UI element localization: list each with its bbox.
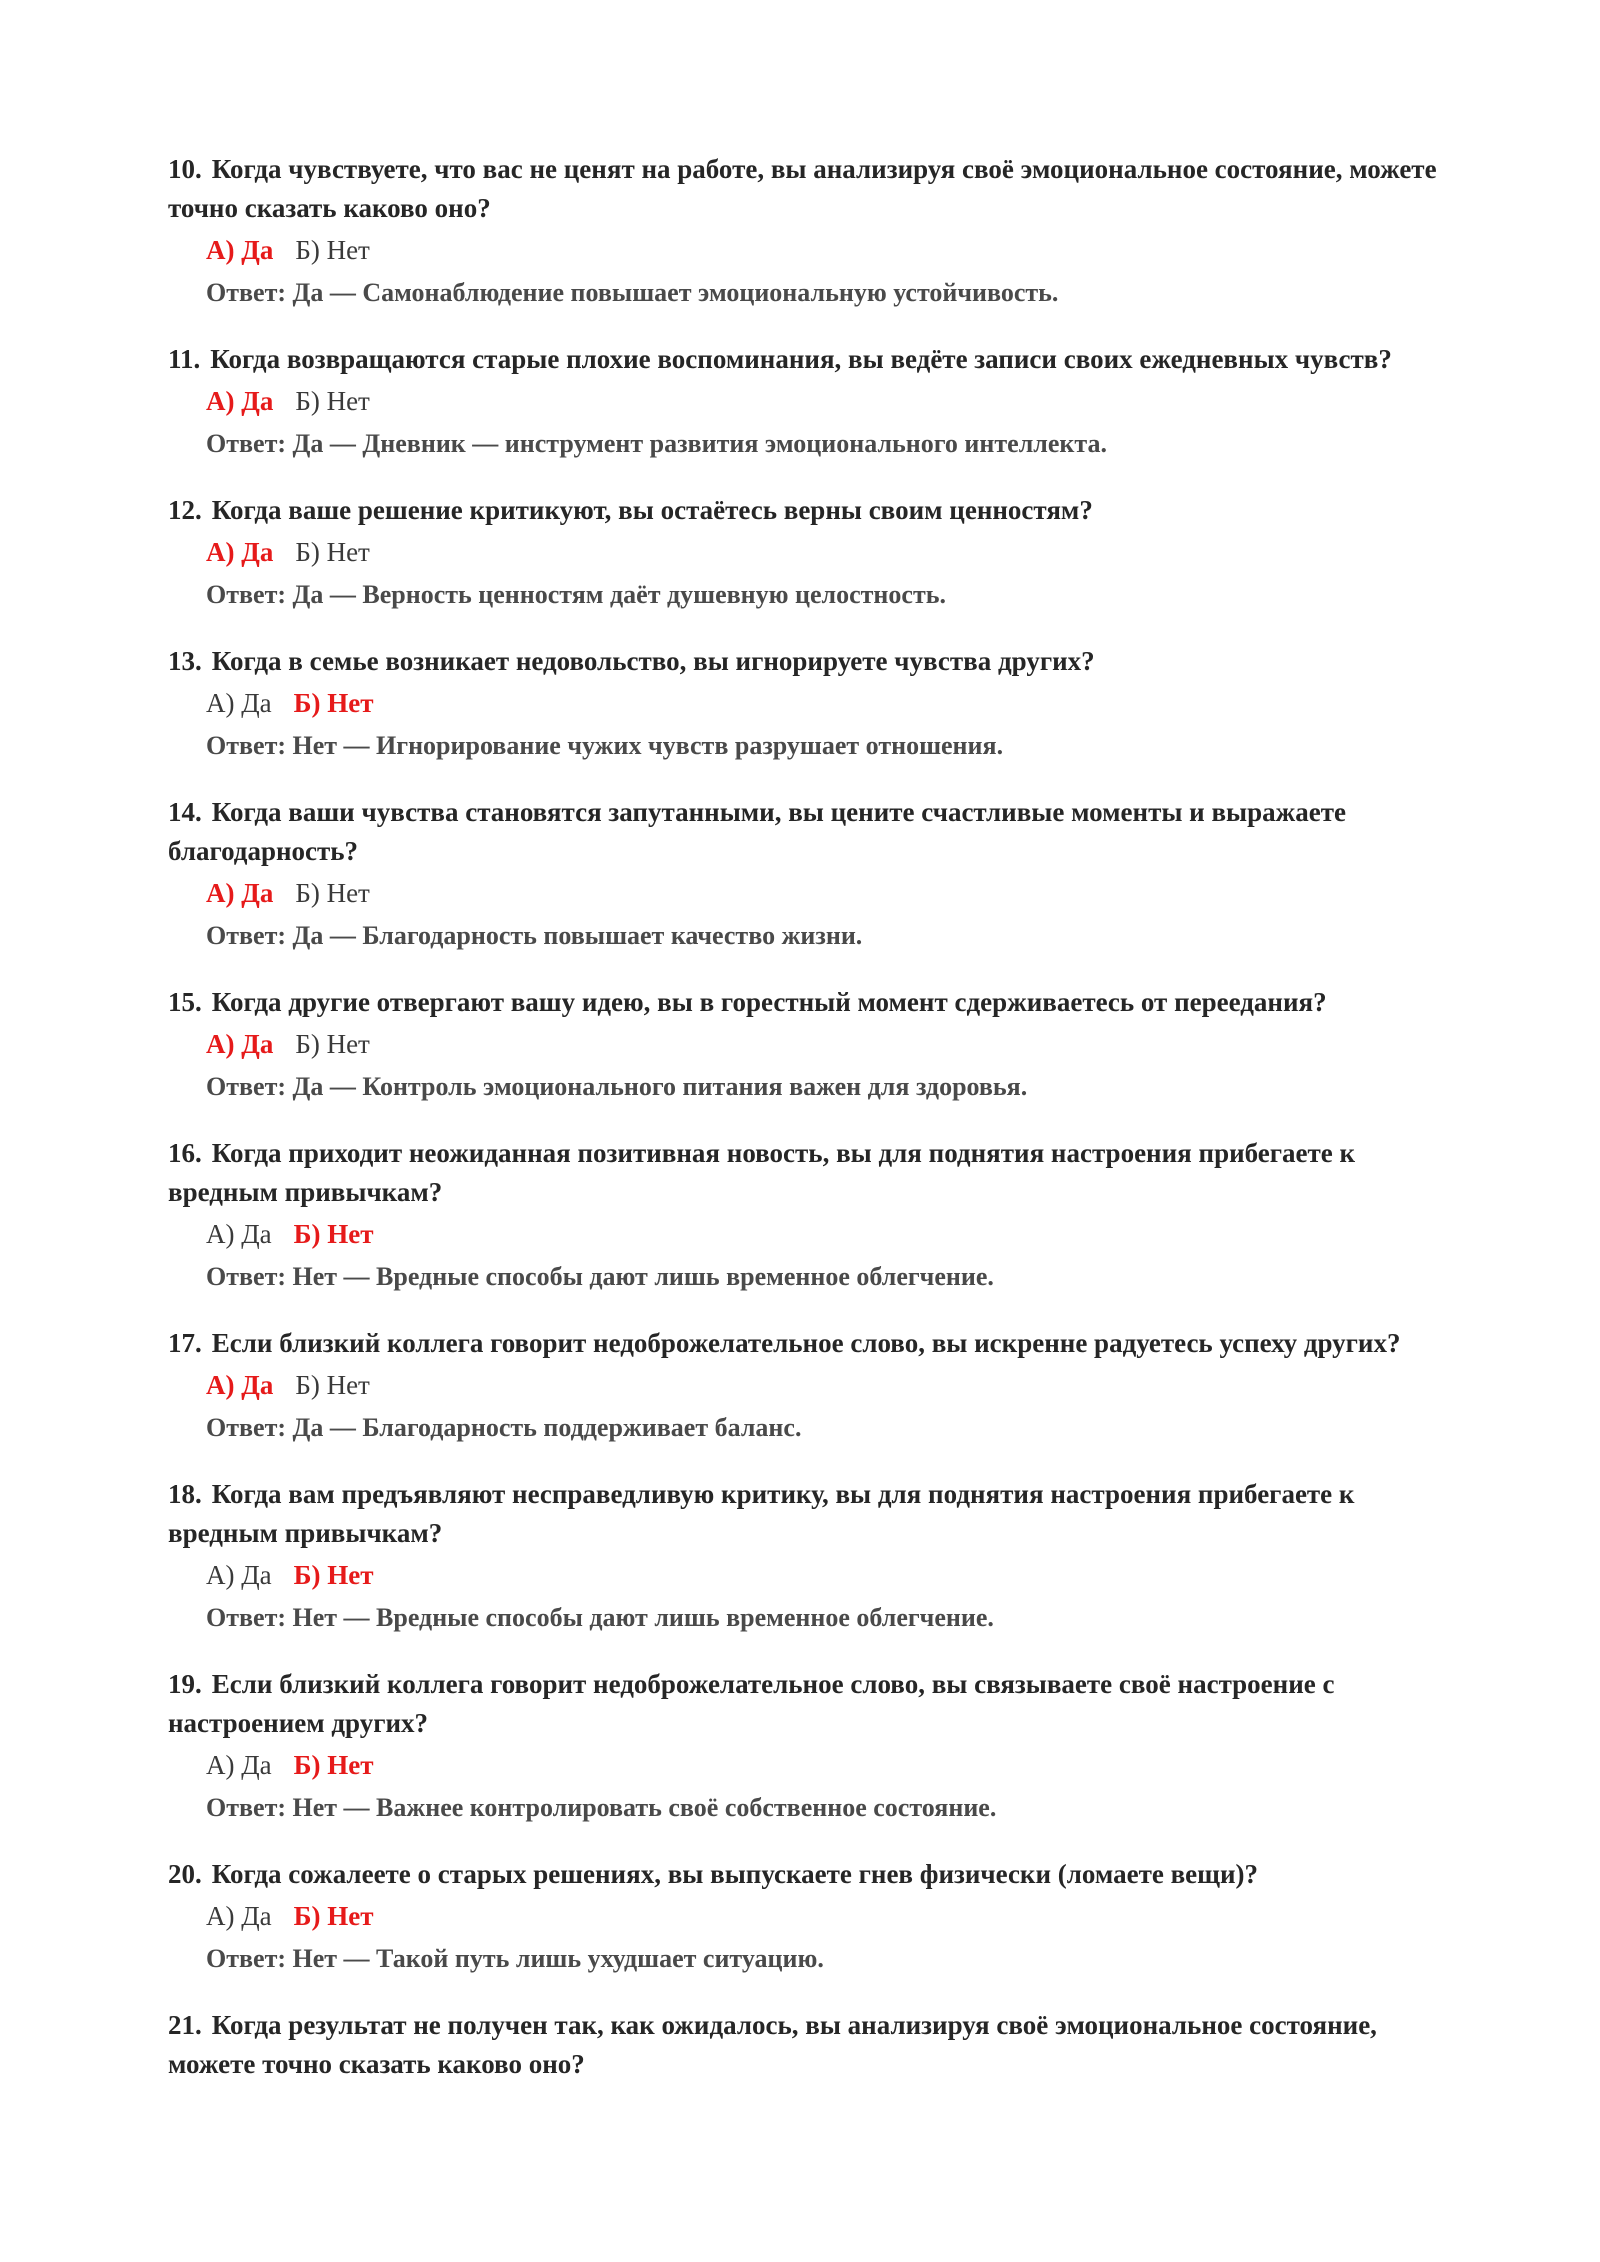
question-block (168, 793, 1438, 957)
answer-options (168, 379, 1438, 423)
question-number: 17. (168, 1328, 202, 1358)
question-text (168, 983, 1438, 1022)
option-b[interactable]: Б) Нет (293, 1560, 374, 1590)
question-number: 20. (168, 1859, 202, 1889)
option-a[interactable]: А) Да (206, 386, 274, 416)
question-text (168, 793, 1438, 871)
question-body: Когда чувствуете, что вас не ценят на работе, вы анализируя своё эмоциональное состояние, можете точно сказать каково оно? (168, 154, 1437, 223)
answer-explanation: Ответ: Нет — Такой путь лишь ухудшает ситуацию. (206, 1944, 824, 1973)
question-block (168, 1855, 1438, 1980)
answer-explanation: Ответ: Нет — Вредные способы дают лишь временное облегчение. (206, 1603, 994, 1632)
question-number: 14. (168, 797, 202, 827)
option-a[interactable]: А) Да (206, 537, 274, 567)
question-block (168, 150, 1438, 314)
question-body: Когда приходит неожиданная позитивная новость, вы для поднятия настроения прибегаете к вредным привычкам? (168, 1138, 1356, 1207)
question-list (168, 150, 1438, 2110)
option-a[interactable]: А) Да (206, 878, 274, 908)
question-block (168, 642, 1438, 767)
answer-explanation: Ответ: Нет — Важнее контролировать своё собственное состояние. (206, 1793, 997, 1822)
answer-options (168, 1022, 1438, 1066)
question-block (168, 1134, 1438, 1298)
option-b[interactable]: Б) Нет (295, 1370, 370, 1400)
question-number: 10. (168, 154, 202, 184)
question-body: Когда другие отвергают вашу идею, вы в горестный момент сдерживаетесь от переедания? (211, 987, 1327, 1017)
option-b[interactable]: Б) Нет (293, 1750, 374, 1780)
question-body: Когда ваше решение критикуют, вы остаётесь верны своим ценностям? (211, 495, 1093, 525)
question-body: Когда ваши чувства становятся запутанными, вы цените счастливые моменты и выражаете благодарность? (168, 797, 1346, 866)
question-block (168, 1324, 1438, 1449)
option-b[interactable]: Б) Нет (295, 878, 370, 908)
question-text (168, 1665, 1438, 1743)
option-a[interactable]: А) Да (206, 688, 272, 718)
question-number: 15. (168, 987, 202, 1017)
question-body: Когда в семье возникает недовольство, вы игнорируете чувства других? (211, 646, 1095, 676)
answer-options (168, 1553, 1438, 1597)
question-text (168, 340, 1438, 379)
option-a[interactable]: А) Да (206, 1219, 272, 1249)
answer-options (168, 1743, 1438, 1787)
option-a[interactable]: А) Да (206, 1029, 274, 1059)
option-a[interactable]: А) Да (206, 1370, 274, 1400)
question-body: Если близкий коллега говорит недоброжелательное слово, вы искренне радуетесь успеху других? (211, 1328, 1401, 1358)
question-body: Если близкий коллега говорит недоброжелательное слово, вы связываете своё настроение с настроением других? (168, 1669, 1335, 1738)
question-text (168, 491, 1438, 530)
option-b[interactable]: Б) Нет (295, 537, 370, 567)
option-b[interactable]: Б) Нет (295, 386, 370, 416)
question-block (168, 983, 1438, 1108)
answer-options (168, 530, 1438, 574)
question-block (168, 2006, 1438, 2084)
question-text (168, 2006, 1438, 2084)
answer-explanation: Ответ: Да — Дневник — инструмент развития эмоционального интеллекта. (206, 429, 1107, 458)
question-number: 16. (168, 1138, 202, 1168)
option-a[interactable]: А) Да (206, 1901, 272, 1931)
option-b[interactable]: Б) Нет (293, 1219, 374, 1249)
question-text (168, 1855, 1438, 1894)
question-block (168, 1665, 1438, 1829)
question-body: Когда вам предъявляют несправедливую критику, вы для поднятия настроения прибегаете к вредным привычкам? (168, 1479, 1355, 1548)
answer-explanation: Ответ: Да — Контроль эмоционального питания важен для здоровья. (206, 1072, 1028, 1101)
question-block (168, 340, 1438, 465)
option-b[interactable]: Б) Нет (293, 688, 374, 718)
answer-options (168, 871, 1438, 915)
answer-options (168, 1894, 1438, 1938)
question-text (168, 1134, 1438, 1212)
question-body: Когда возвращаются старые плохие воспоминания, вы ведёте записи своих ежедневных чувств? (210, 344, 1392, 374)
question-body: Когда сожалеете о старых решениях, вы выпускаете гнев физически (ломаете вещи)? (211, 1859, 1259, 1889)
answer-options (168, 1363, 1438, 1407)
answer-explanation: Ответ: Нет — Вредные способы дают лишь временное облегчение. (206, 1262, 994, 1291)
option-a[interactable]: А) Да (206, 1560, 272, 1590)
option-a[interactable]: А) Да (206, 1750, 272, 1780)
answer-explanation: Ответ: Нет — Игнорирование чужих чувств разрушает отношения. (206, 731, 1004, 760)
answer-explanation: Ответ: Да — Благодарность повышает качество жизни. (206, 921, 863, 950)
answer-options (168, 681, 1438, 725)
question-number: 18. (168, 1479, 202, 1509)
question-number: 21. (168, 2010, 202, 2040)
answer-explanation: Ответ: Да — Самонаблюдение повышает эмоциональную устойчивость. (206, 278, 1059, 307)
question-number: 13. (168, 646, 202, 676)
question-text (168, 642, 1438, 681)
question-text (168, 1475, 1438, 1553)
option-a[interactable]: А) Да (206, 235, 274, 265)
option-b[interactable]: Б) Нет (295, 235, 370, 265)
answer-options (168, 1212, 1438, 1256)
question-text (168, 1324, 1438, 1363)
question-number: 12. (168, 495, 202, 525)
answer-explanation: Ответ: Да — Благодарность поддерживает баланс. (206, 1413, 802, 1442)
question-number: 11. (168, 344, 201, 374)
question-block (168, 491, 1438, 616)
answer-options (168, 228, 1438, 272)
option-b[interactable]: Б) Нет (295, 1029, 370, 1059)
question-number: 19. (168, 1669, 202, 1699)
question-body: Когда результат не получен так, как ожидалось, вы анализируя своё эмоциональное состояние, можете точно сказать каково оно? (168, 2010, 1377, 2079)
question-text (168, 150, 1438, 228)
option-b[interactable]: Б) Нет (293, 1901, 374, 1931)
answer-explanation: Ответ: Да — Верность ценностям даёт душевную целостность. (206, 580, 946, 609)
question-block (168, 1475, 1438, 1639)
